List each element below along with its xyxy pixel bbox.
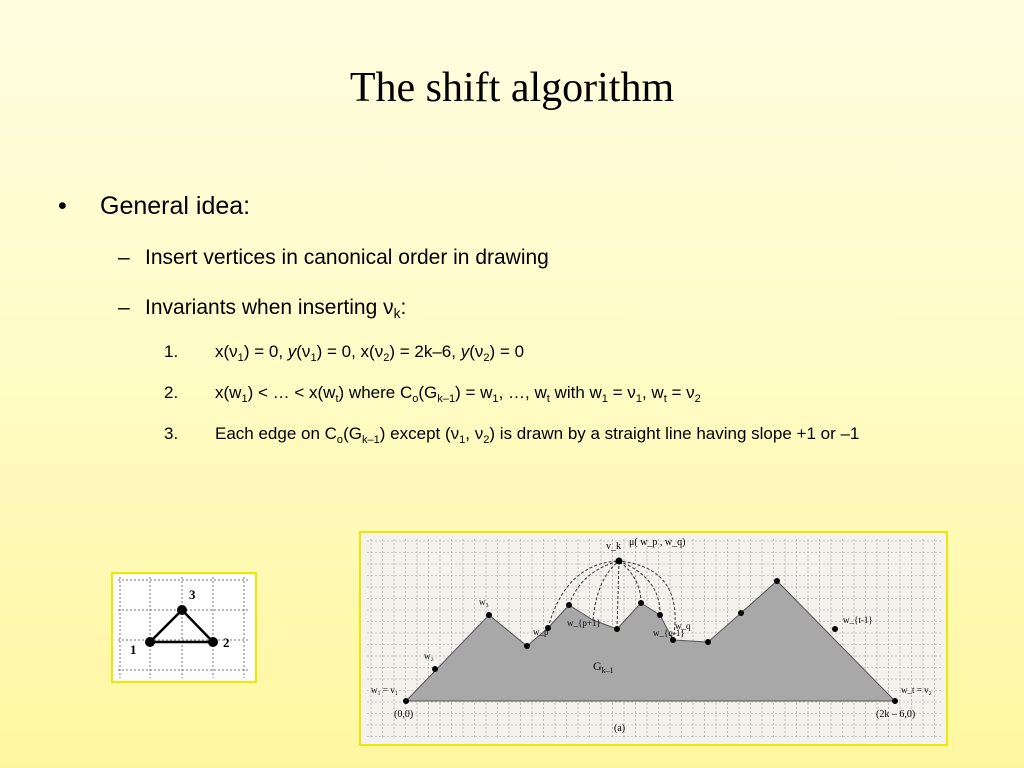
invariant-text bbox=[215, 422, 859, 446]
vertex-2 bbox=[208, 637, 218, 647]
dash-marker: – bbox=[118, 296, 130, 319]
subscript: t bbox=[546, 393, 550, 405]
sub-item-text: Insert vertices in canonical order in drawing bbox=[145, 246, 549, 269]
text-run: = ν bbox=[607, 383, 636, 402]
text-run: ) = 2k–6, bbox=[389, 342, 461, 361]
sub-item-text-wrap bbox=[145, 294, 406, 322]
end-label: (2k – 6,0) bbox=[876, 709, 916, 720]
text-run: ) is drawn by a straight line having slope +1 or –1 bbox=[489, 424, 860, 443]
text-run: (ν bbox=[469, 342, 484, 361]
text-run: ) < … < x(w bbox=[247, 383, 336, 402]
text-run: x(w bbox=[215, 383, 242, 402]
subscript: 1 bbox=[241, 393, 248, 405]
subscript: o bbox=[412, 393, 419, 405]
invariant-number: 2. bbox=[164, 383, 179, 402]
subscript: 1 bbox=[310, 352, 317, 364]
bullet-marker: • bbox=[58, 192, 67, 220]
shift-figure bbox=[359, 531, 948, 746]
label-wt1: w_{t-1} bbox=[843, 615, 873, 625]
label-wq1: w_{q-1} bbox=[653, 628, 685, 638]
label-wp1: w_{p+1} bbox=[567, 618, 601, 628]
text-run: (G bbox=[343, 424, 362, 443]
text-run: ) = 0, x(ν bbox=[316, 342, 384, 361]
bullet-text: General idea: bbox=[100, 192, 251, 220]
label-wp: w_p bbox=[533, 627, 549, 637]
subscript: 2 bbox=[694, 393, 701, 405]
italic-text: y bbox=[287, 342, 297, 361]
subscript: o bbox=[336, 434, 344, 446]
vertex-w3 bbox=[486, 612, 492, 618]
subscript: 1 bbox=[492, 393, 499, 405]
vertex-top bbox=[774, 578, 780, 584]
label-w2: w₂ bbox=[424, 651, 434, 661]
subscript: 1 bbox=[635, 393, 642, 405]
subscript: k–1 bbox=[361, 434, 380, 446]
vertex-w1 bbox=[403, 698, 409, 704]
subscript: k–1 bbox=[437, 393, 456, 405]
triangle-svg bbox=[113, 574, 255, 681]
vertex-low bbox=[705, 639, 711, 645]
subscript: t bbox=[335, 393, 339, 405]
vertex-w bbox=[524, 643, 530, 649]
vertex-wq1 bbox=[657, 612, 663, 618]
label-wt: w_t = v₂ bbox=[901, 685, 932, 695]
text-run: = ν bbox=[666, 383, 695, 402]
label-mu: μ( w_p , w_q) bbox=[629, 537, 686, 548]
sub-item-tail: : bbox=[400, 296, 407, 319]
label-vk: v_k bbox=[606, 541, 621, 552]
text-run: ) = 0, bbox=[243, 342, 288, 361]
region-label-main: G bbox=[593, 659, 602, 673]
dash-marker: – bbox=[118, 246, 130, 269]
text-run: ) where C bbox=[338, 383, 413, 402]
text-run: with w bbox=[549, 383, 602, 402]
label-3: 3 bbox=[189, 587, 196, 602]
origin-label: (0,0) bbox=[394, 709, 414, 720]
vertex-3 bbox=[177, 605, 187, 615]
shift-svg bbox=[361, 533, 946, 744]
subscript: 2 bbox=[483, 434, 490, 446]
label-w1: w₁ = v₁ bbox=[371, 685, 398, 695]
text-run: , w bbox=[641, 383, 664, 402]
text-run: (ν bbox=[296, 342, 311, 361]
invariant-text bbox=[215, 340, 524, 364]
text-run: ) = w bbox=[455, 383, 493, 402]
grid-lines bbox=[118, 577, 250, 678]
italic-text: y bbox=[460, 342, 470, 361]
text-run: , …, w bbox=[498, 383, 547, 402]
text-run: , ν bbox=[465, 424, 484, 443]
triangle-figure bbox=[111, 572, 257, 683]
figure-caption: (a) bbox=[614, 723, 626, 734]
text-run: x(ν bbox=[215, 342, 238, 361]
region-label-sub: k–1 bbox=[601, 666, 614, 675]
subscript: 1 bbox=[601, 393, 608, 405]
vertex-1 bbox=[145, 637, 155, 647]
invariant-number: 3. bbox=[164, 424, 179, 443]
slide-title: The shift algorithm bbox=[349, 65, 675, 111]
label-wq: w_q bbox=[675, 621, 691, 631]
subscript: t bbox=[663, 393, 667, 405]
sub-item-text: Invariants when inserting ν bbox=[145, 296, 394, 319]
text-run: ) except (ν bbox=[379, 424, 460, 443]
vertex-peak bbox=[638, 600, 644, 606]
invariant-text bbox=[215, 381, 701, 405]
label-2: 2 bbox=[223, 635, 230, 650]
vertex-mid2 bbox=[738, 610, 744, 616]
sub-item-subscript: k bbox=[393, 306, 401, 321]
vertex-wp1 bbox=[566, 602, 572, 608]
vertex-mid bbox=[614, 626, 620, 632]
vertex-w2 bbox=[432, 666, 438, 672]
label-1: 1 bbox=[130, 642, 137, 657]
text-run: (G bbox=[418, 383, 438, 402]
vertex-vk bbox=[616, 558, 623, 565]
vertex-wt1 bbox=[832, 626, 838, 632]
text-run: ) = 0 bbox=[489, 342, 525, 361]
subscript: 1 bbox=[459, 434, 466, 446]
vertex-wt bbox=[892, 698, 898, 704]
text-run: Each edge on C bbox=[215, 424, 337, 443]
invariant-number: 1. bbox=[164, 342, 179, 361]
subscript: 2 bbox=[483, 352, 490, 364]
subscript: 1 bbox=[237, 352, 244, 364]
subscript: 2 bbox=[383, 352, 390, 364]
label-w3: w₃ bbox=[479, 597, 489, 607]
